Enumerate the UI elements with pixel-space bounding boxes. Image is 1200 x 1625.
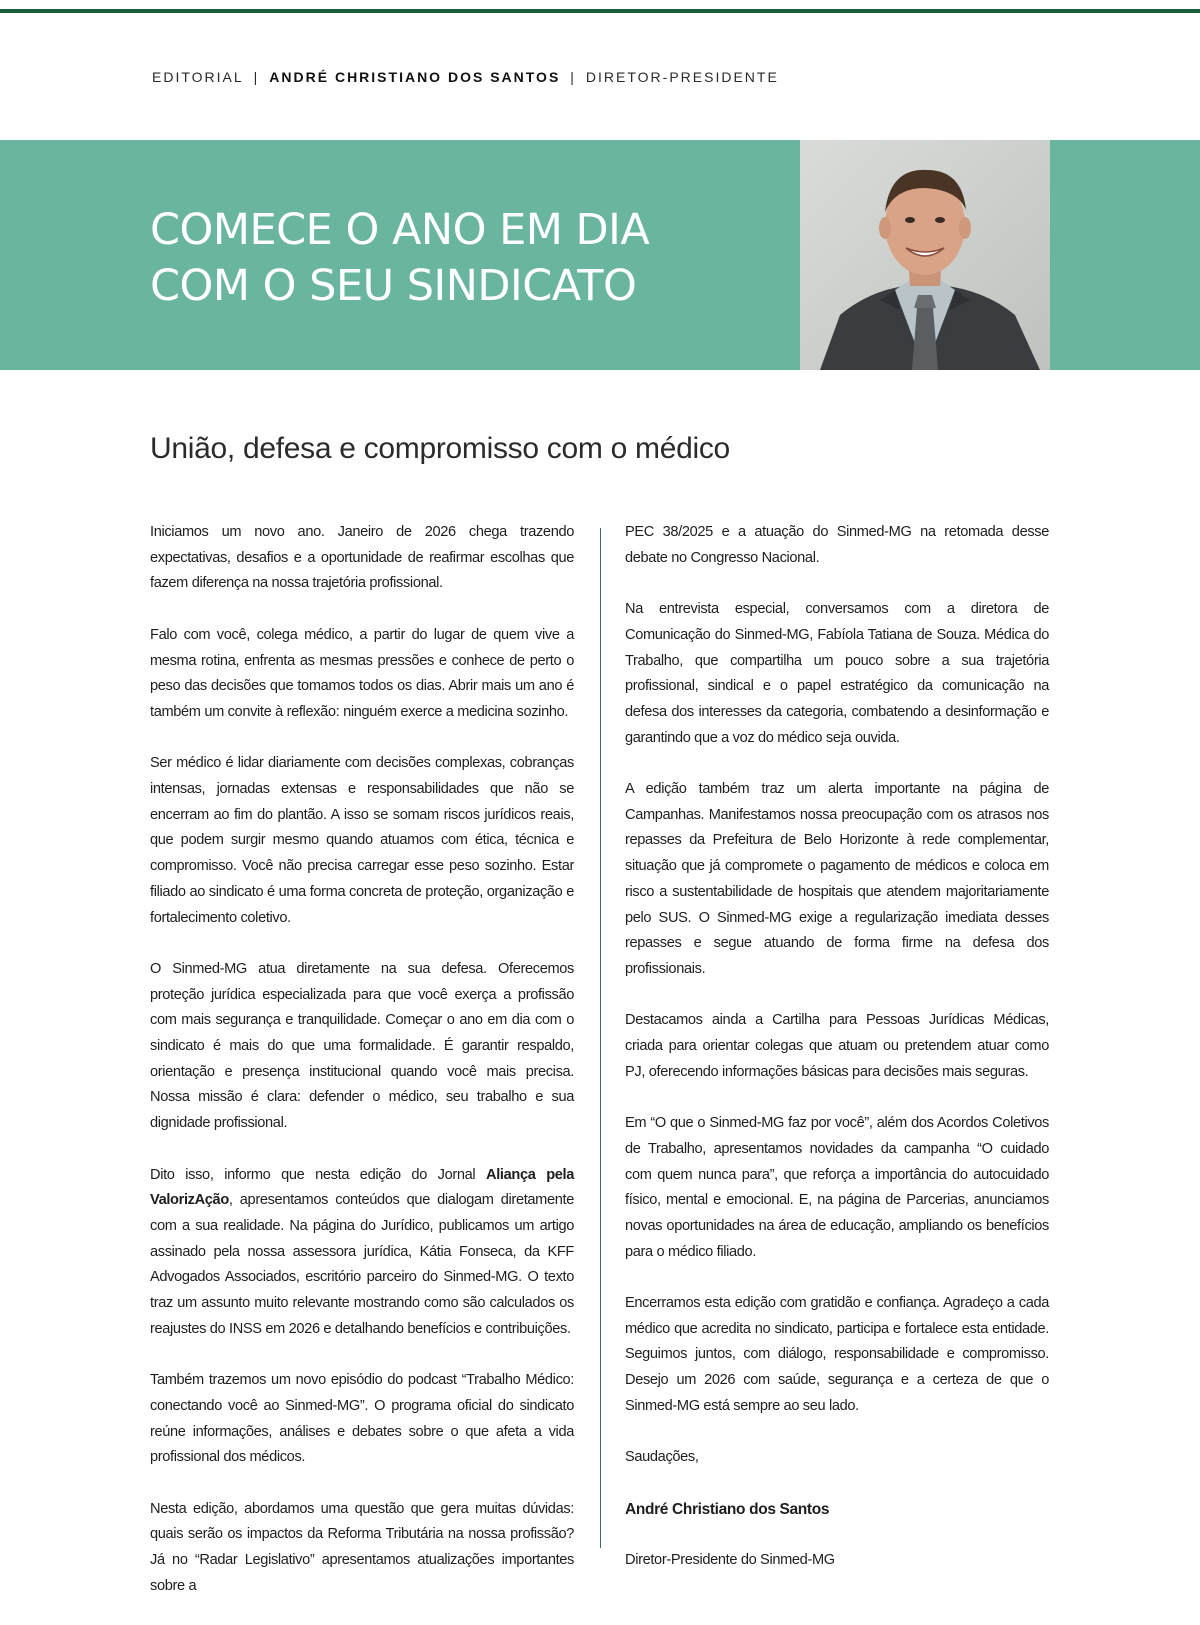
paragraph: PEC 38/2025 e a atuação do Sinmed-MG na retomada desse debate no Congresso Nacional. <box>625 524 1049 566</box>
left-column <box>150 520 574 1625</box>
headline-banner <box>0 140 1200 370</box>
section-label: EDITORIAL <box>152 69 244 85</box>
paragraph-text: , apresentamos conteúdos que dialogam diretamente com a sua realidade. Na página do Jurídico, publicamos um artigo assinado pela nossa assessora jurídica, Kátia Fonseca, da KFF Advogados Associados, escritório parceiro do Sinmed-MG. O texto traz um assunto muito relevante mostrando como são calculados os reajustes do INSS em 2026 e detalhando benefícios e contribuições. <box>150 1192 574 1337</box>
paragraph: Também trazemos um novo episódio do podcast “Trabalho Médico: conectando você ao Sinmed-MG”. O programa oficial do sindicato reúne informações, análises e debates sobre o que afeta a vida profissional dos médicos. <box>150 1372 574 1466</box>
top-rule <box>0 9 1200 13</box>
paragraph: Ser médico é lidar diariamente com decisões complexas, cobranças intensas, jornadas extensas e responsabilidades que não se encerram ao fim do plantão. A isso se somam riscos jurídicos reais, que podem surgir mesmo quando atuamos com ética, técnica e compromisso. Você não precisa carregar esse peso sozinho. Estar filiado ao sindicato é uma forma concreta de proteção, organização e fortalecimento coletivo. <box>150 755 574 926</box>
author-role: DIRETOR-PRESIDENTE <box>585 69 779 85</box>
newspaper-name: Aliança pela ValorizAção <box>150 1166 575 1209</box>
paragraph: Em “O que o Sinmed-MG faz por você”, além dos Acordos Coletivos de Trabalho, apresentamos novidades da campanha “O cuidado com quem nunca para”, que reforça a importância do autocuidado físico, mental e emocional. E, na página de Parcerias, anunciamos novas oportunidades na área de educação, ampliando os benefícios para o médico filiado. <box>625 1115 1049 1260</box>
headline-line-2: COM O SEU SINDICATO <box>150 261 637 311</box>
paragraph: A edição também traz um alerta importante na página de Campanhas. Manifestamos nossa preocupação com os atrasos nos repasses da Prefeitura de Belo Horizonte à rede complementar, situação que já compromete o pagamento de médicos e coloca em risco a sustentabilidade de hospitais que atendem majoritariamente pelo SUS. O Sinmed-MG exige a regularização imediata desses repasses e segue atuando de forma firme na defesa dos profissionais. <box>625 781 1049 977</box>
headline <box>150 202 649 314</box>
paragraph: Nesta edição, abordamos uma questão que gera muitas dúvidas: quais serão os impactos da Reforma Tributária na nossa profissão? Já no “Radar Legislativo” apresentamos atualizações importantes sobre a <box>150 1500 574 1594</box>
column-divider <box>600 528 601 1548</box>
paragraph: Iniciamos um novo ano. Janeiro de 2026 chega trazendo expectativas, desafios e a oportunidade de reafirmar escolhas que fazem diferença na nossa trajetória profissional. <box>150 524 574 592</box>
signature-name: André Christiano dos Santos <box>625 1500 830 1518</box>
paragraph: Destacamos ainda a Cartilha para Pessoas Jurídicas Médicas, criada para orientar colegas que atuam ou pretendem atuar como PJ, oferecendo informações básicas para decisões mais seguras. <box>625 1012 1049 1080</box>
signature-role: Diretor-Presidente do Sinmed-MG <box>625 1552 835 1568</box>
author-name: ANDRÉ CHRISTIANO DOS SANTOS <box>269 69 561 85</box>
headline-line-1: COMECE O ANO EM DIA <box>150 205 650 255</box>
paragraph <box>150 1163 574 1343</box>
section-kicker <box>152 69 779 85</box>
portrait-illustration <box>800 140 1050 370</box>
separator: | <box>570 69 576 85</box>
paragraph: Falo com você, colega médico, a partir do lugar de quem vive a mesma rotina, enfrenta as mesmas pressões e conhece de perto o peso das decisões que tomamos todos os dias. Abrir mais um ano é também um convite à reflexão: ninguém exerce a medicina sozinho. <box>150 626 574 720</box>
paragraph: Encerramos esta edição com gratidão e confiança. Agradeço a cada médico que acredita no sindicato, participa e fortalece esta entidade. Seguimos juntos, com diálogo, responsabilidade e compromisso. Desejo um 2026 com saúde, segurança e a certeza de que o Sinmed-MG está sempre ao seu lado. <box>625 1295 1049 1414</box>
paragraph: O Sinmed-MG atua diretamente na sua defesa. Oferecemos proteção jurídica especializada para que você exerça a profissão com mais segurança e tranquilidade. Começar o ano em dia com o sindicato é mais do que uma formalidade. É garantir respaldo, orientação e presença institucional quando você mais precisa. Nossa missão é clara: defender o médico, seu trabalho e sua dignidade profissional. <box>150 960 574 1132</box>
author-portrait <box>800 140 1050 370</box>
right-column <box>625 520 1049 1599</box>
separator: | <box>253 69 260 85</box>
paragraph-text: Dito isso, informo que nesta edição do Jornal <box>150 1166 487 1183</box>
article-subtitle: União, defesa e compromisso com o médico <box>150 432 730 465</box>
paragraph: Na entrevista especial, conversamos com a diretora de Comunicação do Sinmed-MG, Fabíola Tatiana de Souza. Médica do Trabalho, que compartilha um pouco sobre a sua trajetória profissional, sindical e o papel estratégico da comunicação na defesa dos interesses da categoria, combatendo a desinformação e garantindo que a voz do médico seja ouvida. <box>625 601 1049 746</box>
greeting: Saudações, <box>625 1449 699 1466</box>
